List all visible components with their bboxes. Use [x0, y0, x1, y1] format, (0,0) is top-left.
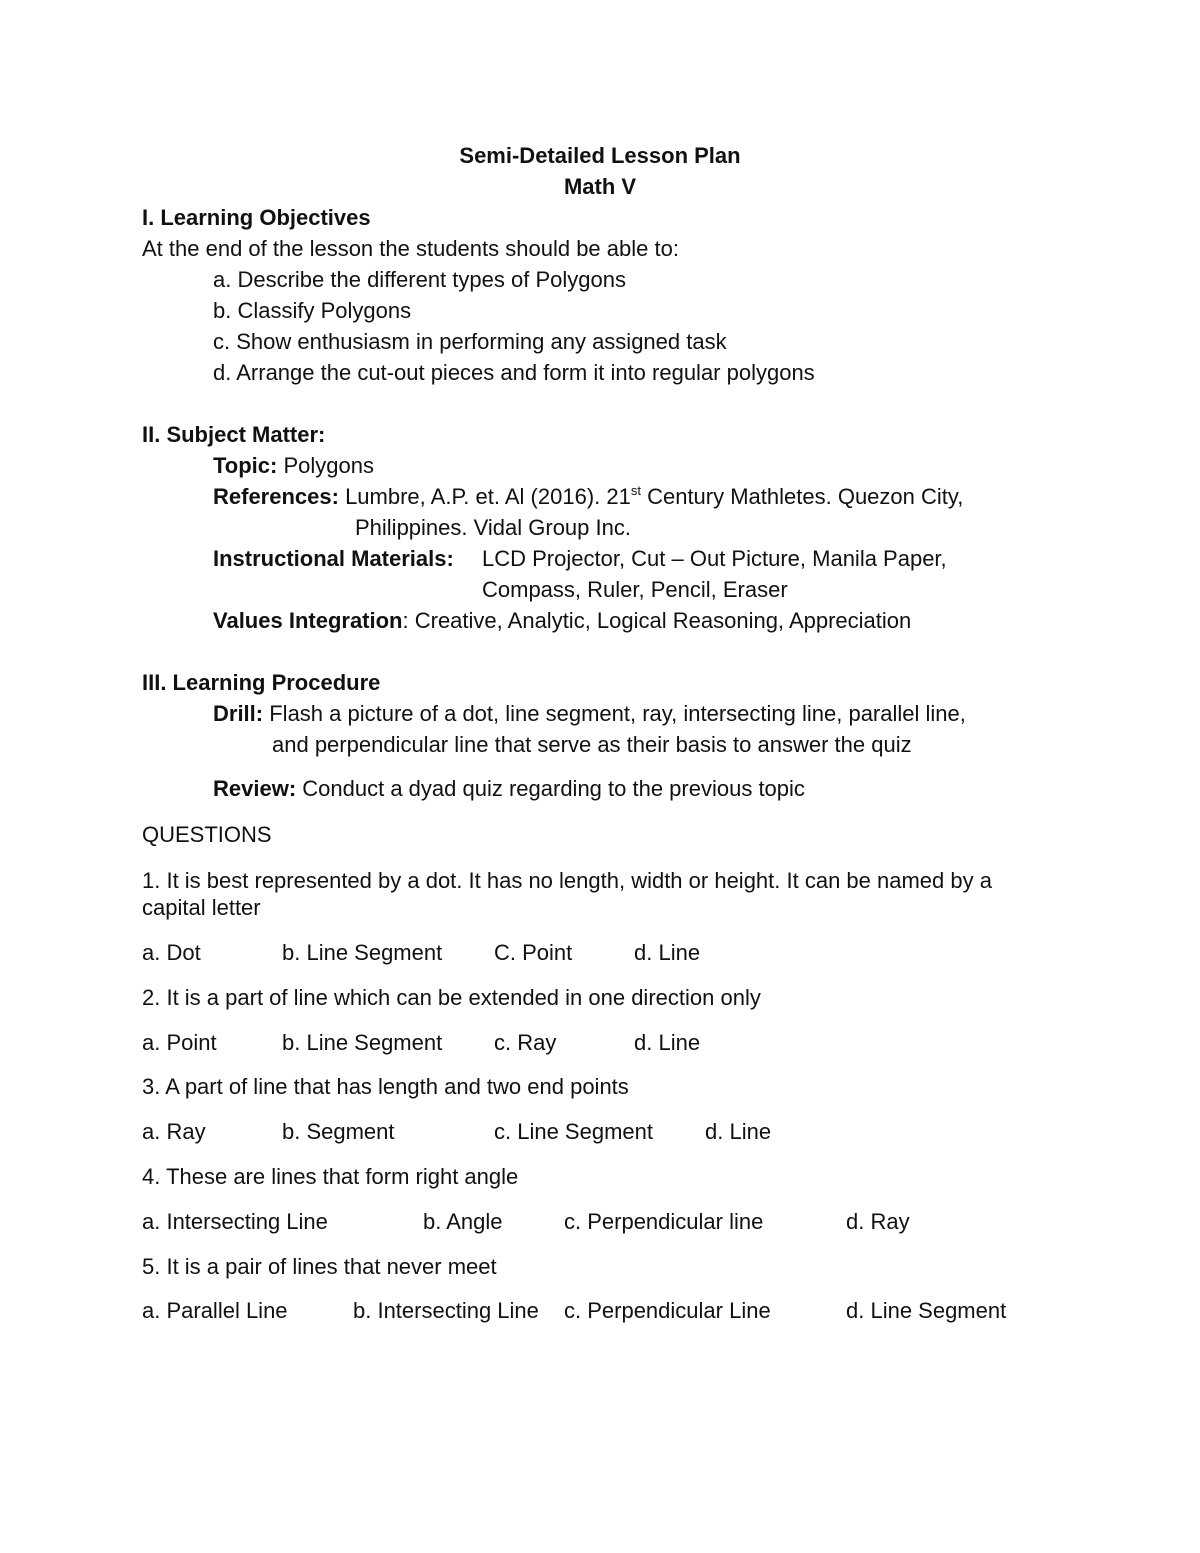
references-value-line2: Philippines. Vidal Group Inc. [355, 515, 631, 540]
values-line [213, 606, 911, 636]
references-label: References: [213, 484, 339, 509]
answer-option: a. Intersecting Line [142, 1209, 328, 1234]
question-text: 2. It is a part of line which can be extended in one direction only [142, 985, 761, 1010]
question-text: 3. A part of line that has length and two end points [142, 1074, 629, 1099]
answer-option: b. Line Segment [282, 1030, 443, 1055]
references-superscript: st [630, 483, 641, 498]
answer-option: c. Perpendicular line [564, 1209, 764, 1234]
answer-option: c. Line Segment [494, 1119, 653, 1144]
objective-item: c. Show enthusiasm in performing any assigned task [213, 329, 727, 354]
answer-option: d. Line [705, 1119, 772, 1144]
question-text-cont: capital letter [142, 895, 261, 920]
procedure-heading: III. Learning Procedure [142, 670, 381, 695]
answer-option: d. Line Segment [846, 1298, 1007, 1323]
materials-label: Instructional Materials: [213, 546, 454, 571]
objective-item: a. Describe the different types of Polygons [213, 267, 626, 292]
objective-item: d. Arrange the cut-out pieces and form it into regular polygons [213, 360, 815, 385]
document-title: Semi-Detailed Lesson Plan [459, 143, 741, 168]
answer-option: C. Point [494, 940, 573, 965]
answer-option: c. Ray [494, 1030, 557, 1055]
answer-option: b. Segment [282, 1119, 395, 1144]
answer-option: a. Dot [142, 940, 201, 965]
drill-line [213, 699, 966, 729]
objectives-intro: At the end of the lesson the students should be able to: [142, 236, 679, 261]
review-label: Review: [213, 776, 297, 801]
questions-heading: QUESTIONS [142, 822, 272, 847]
answer-option: d. Ray [846, 1209, 910, 1234]
answer-option: d. Line [634, 940, 701, 965]
answer-option: a. Ray [142, 1119, 206, 1144]
answer-option: c. Perpendicular Line [564, 1298, 771, 1323]
references-value: Lumbre, A.P. et. Al (2016). 21 [338, 484, 631, 509]
materials-value: LCD Projector, Cut – Out Picture, Manila Paper, [482, 546, 947, 571]
values-value: : Creative, Analytic, Logical Reasoning, Appreciation [402, 608, 912, 633]
subject-matter-heading: II. Subject Matter: [142, 422, 326, 447]
drill-label: Drill: [213, 701, 264, 726]
objective-item: b. Classify Polygons [213, 298, 412, 323]
references-value-cont: Century Mathletes. Quezon City, [640, 484, 964, 509]
answer-option: a. Parallel Line [142, 1298, 288, 1323]
answer-option: d. Line [634, 1030, 701, 1055]
answer-option: b. Angle [423, 1209, 503, 1234]
topic-line [213, 451, 374, 481]
question-text: 1. It is best represented by a dot. It has no length, width or height. It can be named by a [142, 868, 992, 893]
answer-option: b. Intersecting Line [353, 1298, 539, 1323]
drill-value-line2: and perpendicular line that serve as their basis to answer the quiz [272, 732, 912, 757]
answer-option: b. Line Segment [282, 940, 443, 965]
objectives-heading: I. Learning Objectives [142, 205, 371, 230]
document-subtitle: Math V [563, 174, 637, 199]
references-line [213, 482, 963, 512]
review-line [213, 774, 805, 804]
topic-value: Polygons [277, 453, 374, 478]
topic-label: Topic: [213, 453, 278, 478]
materials-value-line2: Compass, Ruler, Pencil, Eraser [482, 577, 788, 602]
question-text: 4. These are lines that form right angle [142, 1164, 519, 1189]
review-value: Conduct a dyad quiz regarding to the previous topic [296, 776, 805, 801]
answer-option: a. Point [142, 1030, 217, 1055]
question-text: 5. It is a pair of lines that never meet [142, 1254, 497, 1279]
values-label: Values Integration [213, 608, 403, 633]
drill-value: Flash a picture of a dot, line segment, ray, intersecting line, parallel line, [263, 701, 966, 726]
